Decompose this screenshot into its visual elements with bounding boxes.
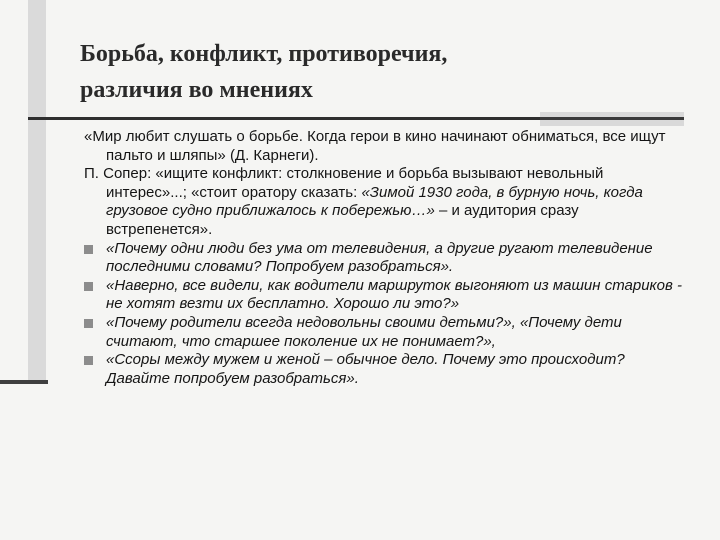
decorative-vertical-bar [28, 0, 46, 383]
title-divider-rule-end [540, 117, 684, 120]
quote-soper-end: – и аудитория сразу встрепенется». [106, 202, 579, 238]
list-item [84, 351, 684, 388]
list-item [84, 277, 684, 314]
title-line-2: различия во мнениях [80, 77, 313, 103]
square-bullet-icon [84, 356, 93, 365]
title-line-1: Борьба, конфликт, противоречия, [80, 41, 448, 67]
list-item-text: «Почему одни люди без ума от телевидения, а другие ругают телевидение последними словами? Попробуем разобраться». [106, 239, 653, 276]
list-item [84, 240, 684, 277]
decorative-bar-cap [0, 380, 48, 384]
square-bullet-icon [84, 245, 93, 254]
quote-carnegie: «Мир любит слушать о борьбе. Когда герои в кино начинают обниматься, все ищут пальто и шляпы» (Д. Карнеги). [84, 128, 666, 164]
square-bullet-icon [84, 319, 93, 328]
list-item-text: «Почему родители всегда недовольны своими детьми?», «Почему дети считают, что старшее поколение их не понимает?», [106, 313, 622, 350]
list-item-text: «Ссоры между мужем и женой – обычное дело. Почему это происходит? Давайте попробуем разобраться». [106, 351, 625, 387]
quote-soper-text: П. Сопер: «ищите конфликт: столкновение и борьба вызывают невольный интерес»...; «стоит оратору сказать: [84, 165, 604, 201]
quote-soper [84, 165, 684, 239]
quote-soper-example: «Зимой 1930 года, в бурную ночь, когда грузовое судно приближалось к побережью…» [106, 183, 643, 220]
square-bullet-icon [84, 282, 93, 291]
list-item [84, 314, 684, 351]
slide-body [84, 128, 684, 388]
slide-title [80, 36, 680, 108]
list-item-text: «Наверно, все видели, как водители маршруток выгоняют из машин стариков - не хотят везти их бесплатно. Хорошо ли это?» [106, 276, 682, 313]
